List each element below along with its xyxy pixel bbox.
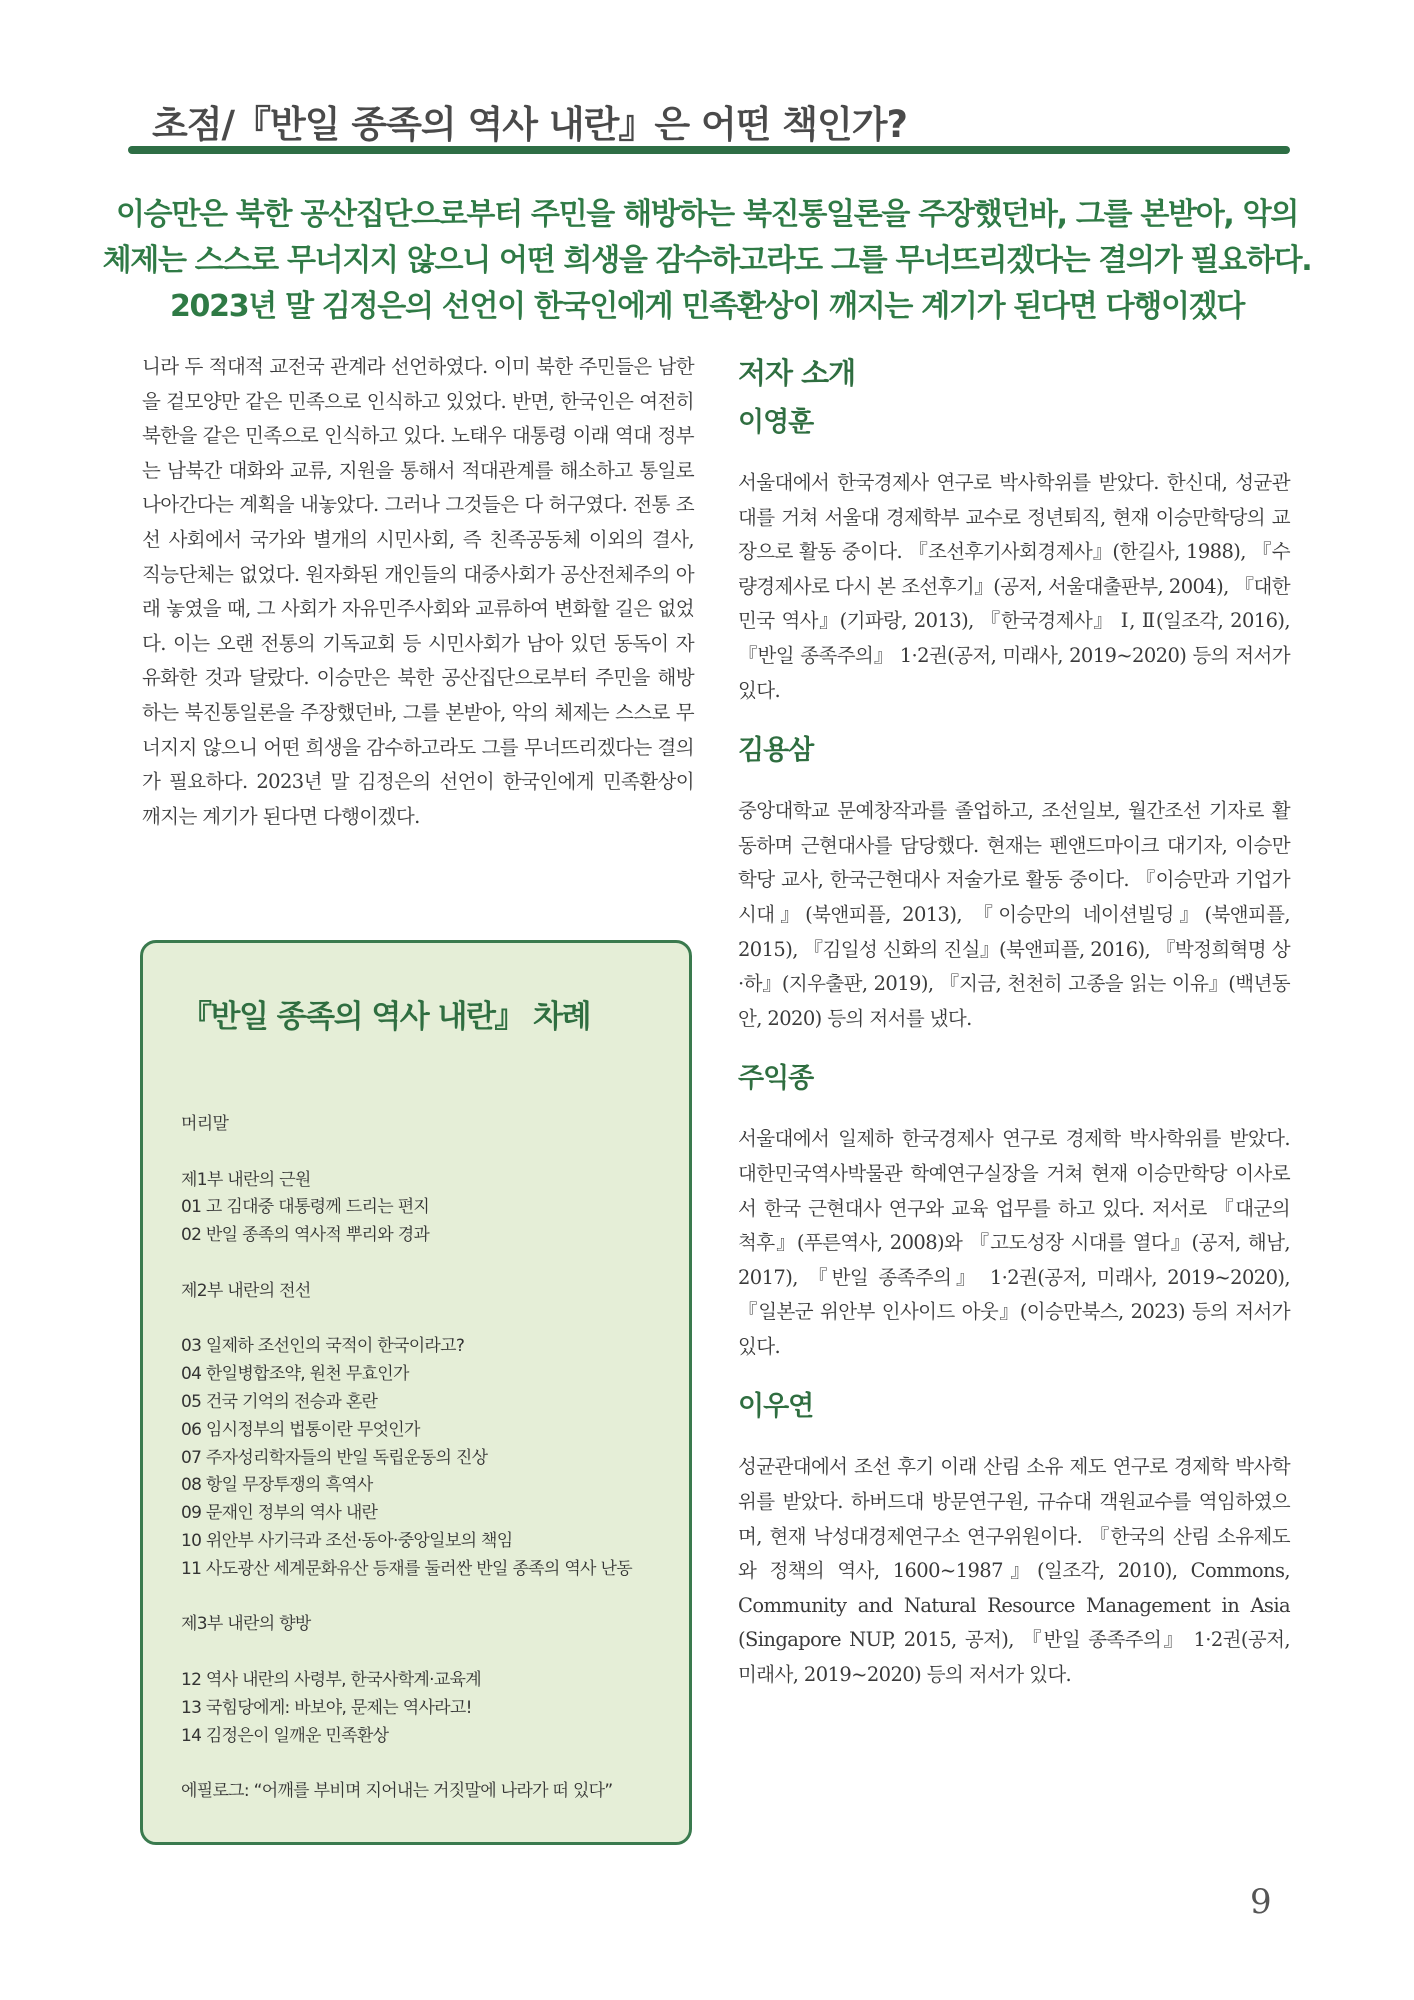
toc-item: 14 김정은이 일깨운 민족환상 (181, 1725, 389, 1746)
page-title: 초점/『반일 종족의 역사 내란』은 어떤 책인가? (152, 103, 907, 146)
toc-part-heading: 제2부 내란의 전선 (181, 1280, 311, 1301)
toc-part-heading: 제3부 내란의 향방 (181, 1614, 311, 1635)
author-introduction (738, 348, 1290, 1693)
toc-item: 07 주자성리학자들의 반일 독립운동의 진상 (181, 1447, 488, 1468)
author-name: 이우연 (738, 1391, 814, 1423)
toc-item: 05 건국 기억의 전승과 혼란 (181, 1391, 378, 1412)
author-bio: 서울대에서 일제하 한국경제사 연구로 경제학 박사학위를 받았다. 대한민국역사박물관 학예연구실장을 거쳐 현재 이승만학당 이사로서 한국 근현대사 연구와 교육 업무를 하고 있다. 저서로 『대군의 척후』(푸른역사, 2008)와 『고도성장 시대를 열다』(공저, 해남, 2017), 『반일 종족주의』 1·2권(공저, 미래사, 2019~2020), 『일본군 위안부 인사이드 아웃』(이승만북스, 2023) 등의 저서가 있다. (738, 1127, 1290, 1358)
page-number: 9 (1250, 1882, 1272, 1922)
table-of-contents-box (140, 940, 692, 1845)
toc-part-heading: 제1부 내란의 근원 (181, 1169, 311, 1190)
lead-line: 이승만은 북한 공산집단으로부터 주민을 해방하는 북진통일론을 주장했던바, 그를 본받아, 악의 (115, 197, 1298, 232)
toc-item: 01 고 김대중 대통령께 드리는 편지 (181, 1197, 430, 1218)
section-title: 저자 소개 (738, 356, 856, 390)
toc-item: 09 문재인 정부의 역사 내란 (181, 1503, 378, 1524)
toc-item: 04 한일병합조약, 원천 무효인가 (181, 1364, 409, 1385)
toc-item: 머리말 (181, 1114, 229, 1134)
toc-item: 12 역사 내란의 사령부, 한국사학계·교육계 (181, 1669, 482, 1690)
author-name: 주익종 (738, 1063, 814, 1095)
toc-item: 03 일제하 조선인의 국적이 한국이라고? (181, 1336, 465, 1357)
lead-line: 체제는 스스로 무너지지 않으니 어떤 희생을 감수하고라도 그를 무너뜨리겠다는 결의가 필요하다. (102, 243, 1312, 278)
toc-title: 『반일 종족의 역사 내란』 차례 (181, 999, 591, 1035)
toc-list (181, 1111, 632, 1806)
author-bio: 서울대에서 한국경제사 연구로 박사학위를 받았다. 한신대, 성균관대를 거쳐 서울대 경제학부 교수로 정년퇴직, 현재 이승만학당의 교장으로 활동 중이다. 『조선후기사회경제사』(한길사, 1988), 『수량경제사로 다시 본 조선후기』(공저, 서울대출판부, 2004), 『대한민국 역사』(기파랑, 2013), 『한국경제사』 Ⅰ, Ⅱ(일조각, 2016), 『반일 종족주의』 1·2권(공저, 미래사, 2019~2020) 등의 저서가 있다. (738, 471, 1290, 702)
author-bio: 성균관대에서 조선 후기 이래 산림 소유 제도 연구로 경제학 박사학위를 받았다. 하버드대 방문연구원, 규슈대 객원교수를 역임하였으며, 현재 낙성대경제연구소 연구위원이다. 『한국의 산림 소유제도와 정책의 역사, 1600~1987』(일조각, 2010), Commons, Community and Natural Resource Management in Asia (Singapore NUP, 2015, 공저), 『반일 종족주의』 1·2권(공저, 미래사, 2019~2020) 등의 저서가 있다. (738, 1455, 1290, 1687)
toc-item: 에필로그: “어깨를 부비며 지어내는 거짓말에 나라가 떠 있다” (181, 1781, 613, 1802)
lead-quote (100, 192, 1314, 330)
toc-item: 11 사도광산 세계문화유산 등재를 둘러싼 반일 종족의 역사 난동 (181, 1558, 632, 1579)
toc-item: 02 반일 종족의 역사적 뿌리와 경과 (181, 1225, 430, 1246)
author-name: 이영훈 (738, 407, 814, 438)
toc-item: 13 국힘당에게: 바보야, 문제는 역사라고! (181, 1697, 472, 1718)
author-bio: 중앙대학교 문예창작과를 졸업하고, 조선일보, 월간조선 기자로 활동하며 근현대사를 담당했다. 현재는 펜앤드마이크 대기자, 이승만학당 교사, 한국근현대사 저술가로 활동 중이다. 『이승만과 기업가시대』(북앤피플, 2013), 『이승만의 네이션빌딩』(북앤피플, 2015), 『김일성 신화의 진실』(북앤피플, 2016), 『박정희혁명 상·하』(지우출판, 2019), 『지금, 천천히 고종을 읽는 이유』(백년동안, 2020) 등의 저서를 냈다. (738, 799, 1290, 1030)
toc-item: 06 임시정부의 법통이란 무엇인가 (181, 1419, 420, 1440)
lead-line: 2023년 말 김정은의 선언이 한국인에게 민족환상이 깨지는 계기가 된다면 다행이겠다 (169, 289, 1245, 324)
author-name: 김용삼 (738, 735, 814, 767)
header-divider (128, 146, 1290, 154)
toc-item: 10 위안부 사기극과 조선·동아·중앙일보의 책임 (181, 1530, 513, 1551)
article-body: 니라 두 적대적 교전국 관계라 선언하였다. 이미 북한 주민들은 남한을 겉모양만 같은 민족으로 인식하고 있었다. 반면, 한국인은 여전히 북한을 같은 민족으로 인식하고 있다. 노태우 대통령 이래 역대 정부는 남북간 대화와 교류, 지원을 통해서 적대관계를 해소하고 통일로 나아간다는 계획을 내놓았다. 그러나 그것들은 다 허구였다. 전통 조선 사회에서 국가와 별개의 시민사회, 즉 친족공동체 이외의 결사, 직능단체는 없었다. 원자화된 개인들의 대중사회가 공산전체주의 아래 놓였을 때, 그 사회가 자유민주사회와 교류하여 변화할 길은 없었다. 이는 오랜 전통의 기독교회 등 시민사회가 남아 있던 동독이 자유화한 것과 달랐다. 이승만은 북한 공산집단으로부터 주민을 해방하는 북진통일론을 주장했던바, 그를 본받아, 악의 체제는 스스로 무너지지 않으니 어떤 희생을 감수하고라도 그를 무너뜨리겠다는 결의가 필요하다. 2023년 말 김정은의 선언이 한국인에게 민족환상이 깨지는 계기가 된다면 다행이겠다. (142, 355, 694, 828)
toc-item: 08 항일 무장투쟁의 흑역사 (181, 1475, 373, 1496)
